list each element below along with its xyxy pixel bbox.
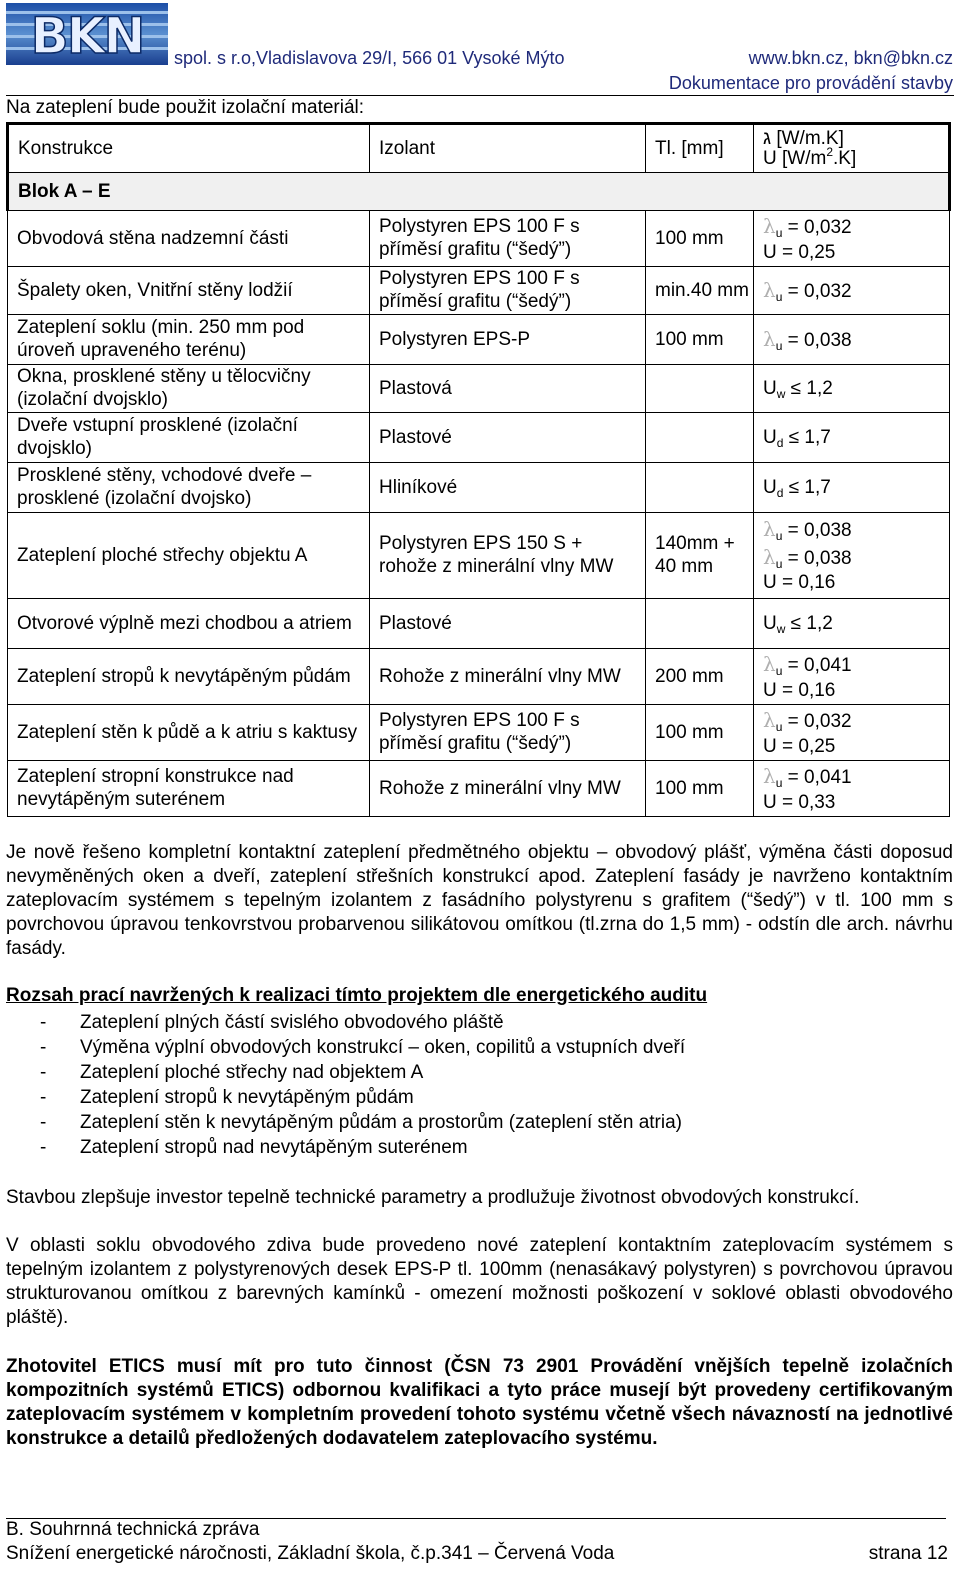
header-divider	[6, 95, 954, 96]
row-izolant: Rohože z minerální vlny MW	[370, 649, 646, 705]
row-values	[754, 649, 950, 705]
table-row	[8, 365, 950, 413]
row-konstrukce: Zateplení stropní konstrukce nad nevytápěným suterénem	[8, 761, 370, 817]
u-unit-a: U [W/m	[763, 148, 827, 169]
row-value: U = 0,25	[763, 241, 836, 263]
row-izolant: Hliníkové	[370, 463, 646, 513]
row-value: U = 0,25	[763, 735, 836, 757]
row-value: $\lambda_u = 0,032$	[763, 278, 852, 305]
u-unit-sup: 2	[826, 145, 834, 159]
row-konstrukce: Špalety oken, Vnitřní stěny lodžií	[8, 267, 370, 315]
scope-item-dash: -	[40, 1062, 47, 1083]
paragraph-etics: Zhotovitel ETICS musí mít pro tuto činnost (ČSN 73 2901 Provádění vnějších tepelně izolačních kompozitních systémů ETICS) odbornou kvalifikaci a tyto práce musejí být provedeny certifikovaným zateplovacím systémem v kompletním provedení tohoto systému včetně všech návazností na jednotlivé konstrukce a detailů předložených dodavatelem zateplovacího systému.	[6, 1356, 953, 1449]
row-thickness	[646, 365, 754, 413]
row-value: $U_d \le 1,7$	[763, 426, 831, 450]
row-konstrukce: Zateplení stropů k nevytápěným půdám	[8, 649, 370, 705]
table-row	[8, 513, 950, 599]
row-values	[754, 463, 950, 513]
header-values	[754, 124, 950, 173]
row-value: $\lambda_u = 0,041$	[763, 651, 852, 678]
row-konstrukce: Zateplení stěn k půdě a k atriu s kaktusy	[8, 705, 370, 761]
scope-item	[40, 1035, 685, 1060]
scope-item	[40, 1085, 685, 1110]
row-value: $\lambda_u = 0,032$	[763, 707, 852, 734]
row-values	[754, 267, 950, 315]
row-izolant: Polystyren EPS 150 S + rohože z minerální vlny MW	[370, 513, 646, 599]
row-konstrukce: Prosklené stěny, vchodové dveře – prosklené (izolační dvojsko)	[8, 463, 370, 513]
scope-item-dash: -	[40, 1087, 47, 1108]
row-values	[754, 705, 950, 761]
row-thickness	[646, 463, 754, 513]
row-thickness: 100 mm	[646, 705, 754, 761]
scope-item-dash: -	[40, 1037, 47, 1058]
scope-item-dash: -	[40, 1137, 47, 1158]
header-izolant: Izolant	[370, 124, 646, 173]
row-thickness: 200 mm	[646, 649, 754, 705]
row-values	[754, 413, 950, 463]
intro-text: Na zateplení bude použit izolační materiál:	[6, 97, 365, 118]
svg-text:BKN: BKN	[30, 7, 144, 65]
header-thickness: Tl. [mm]	[646, 124, 754, 173]
bkn-logo	[6, 3, 168, 65]
scope-title: Rozsah prací navržených k realizaci tímto projektem dle energetického auditu	[6, 985, 708, 1006]
scope-item	[40, 1135, 685, 1160]
footer-project: Snížení energetické náročnosti, Základní škola, č.p.341 – Červená Voda	[6, 1543, 615, 1564]
header-konstrukce: Konstrukce	[8, 124, 370, 173]
table-row	[8, 211, 950, 267]
document-type: Dokumentace pro provádění stavby	[668, 73, 953, 93]
row-value: $\lambda_u = 0,032$	[763, 213, 852, 240]
row-thickness: 100 mm	[646, 315, 754, 365]
row-values	[754, 211, 950, 267]
footer-section: B. Souhrnná technická zpráva	[6, 1519, 260, 1540]
row-value: $U_w \le 1,2$	[763, 377, 833, 401]
scope-item-text: Výměna výplní obvodových konstrukcí – oken, copilitů a vstupních dveří	[80, 1037, 686, 1058]
row-izolant: Polystyren EPS 100 F s příměsí grafitu (“šedý”)	[370, 267, 646, 315]
row-konstrukce: Zateplení soklu (min. 250 mm pod úroveň upraveného terénu)	[8, 315, 370, 365]
row-values	[754, 315, 950, 365]
row-thickness: min.40 mm	[646, 267, 754, 315]
company-web: www.bkn.cz, bkn@bkn.cz	[748, 48, 953, 68]
row-thickness: 100 mm	[646, 761, 754, 817]
u-unit-b: .K]	[833, 148, 857, 169]
table-row	[8, 649, 950, 705]
row-thickness	[646, 599, 754, 649]
row-value: $\lambda_u = 0,041$	[763, 763, 852, 790]
row-izolant: Plastová	[370, 365, 646, 413]
paragraph-sokl: V oblasti soklu obvodového zdiva bude provedeno nové zateplení kontaktním zateplovacím systémem s tepelným izolantem z polystyrenových desek EPS-P tl. 100mm (nenasákavý polystyren) s povrchovou úpravou strukturovanou omítkou z barevných kamínků - omezení možnosti poškození v soklové oblasti obvodového pláště).	[6, 1235, 953, 1328]
scope-list	[40, 1010, 685, 1160]
footer-page-number: strana 12	[868, 1543, 948, 1564]
row-values	[754, 761, 950, 817]
row-konstrukce: Otvorové výplně mezi chodbou a atriem	[8, 599, 370, 649]
table-row	[8, 315, 950, 365]
row-value: $\lambda_u = 0,038$	[763, 327, 852, 354]
row-konstrukce: Dveře vstupní prosklené (izolační dvojsklo)	[8, 413, 370, 463]
row-konstrukce: Okna, prosklené stěny u tělocvičny (izolační dvojsklo)	[8, 365, 370, 413]
paragraph-description: Je nově řešeno kompletní kontaktní zateplení předmětného objektu – obvodový plášť, výměna části doposud nevyměněných oken a dveří, zateplení střešních konstrukcí apod. Zateplení fasády je navrženo kontaktním zateplovacím systémem s tepelným izolantem z fasádního polystyrenu s grafitem (“šedý”) v tl. 100 mm s povrchovou úpravou tenkovrstvou probarvenou silikátovou omítkou (tl.zrna do 1,5 mm) - odstín dle arch. návrhu fasády.	[6, 842, 953, 959]
scope-item-text: Zateplení plných částí svislého obvodového pláště	[80, 1012, 504, 1033]
table-block-row	[8, 173, 950, 211]
scope-item-text: Zateplení stropů k nevytápěným půdám	[80, 1087, 414, 1108]
block-label: Blok A – E	[8, 173, 950, 211]
lambda-symbol: ג	[763, 128, 772, 150]
company-address: spol. s r.o,Vladislavova 29/I, 566 01 Vysoké Mýto	[174, 48, 565, 68]
insulation-table	[6, 122, 951, 817]
table-row	[8, 705, 950, 761]
row-values	[754, 365, 950, 413]
table-header-row	[8, 124, 950, 173]
scope-item-dash: -	[40, 1012, 47, 1033]
row-izolant: Polystyren EPS 100 F s příměsí grafitu (“šedý”)	[370, 211, 646, 267]
table-body	[8, 211, 950, 817]
table-row	[8, 761, 950, 817]
paragraph-investor: Stavbou zlepšuje investor tepelně technické parametry a prodlužuje životnost obvodových konstrukcí.	[6, 1187, 860, 1208]
row-izolant: Polystyren EPS-P	[370, 315, 646, 365]
scope-item	[40, 1010, 685, 1035]
row-izolant: Rohože z minerální vlny MW	[370, 761, 646, 817]
row-values	[754, 599, 950, 649]
scope-item-text: Zateplení stropů nad nevytápěným suterénem	[80, 1137, 468, 1158]
row-thickness: 100 mm	[646, 211, 754, 267]
row-izolant: Plastové	[370, 413, 646, 463]
scope-item-dash: -	[40, 1112, 47, 1133]
scope-item-text: Zateplení stěn k nevytápěným půdám a prostorům (zateplení stěn atria)	[80, 1112, 682, 1133]
scope-item-text: Zateplení ploché střechy nad objektem A	[80, 1062, 424, 1083]
row-values	[754, 513, 950, 599]
row-value: U = 0,33	[763, 791, 836, 813]
table-row	[8, 413, 950, 463]
row-value: $\lambda_u = 0,038$	[763, 544, 852, 571]
row-thickness: 140mm + 40 mm	[646, 513, 754, 599]
row-value: $U_w \le 1,2$	[763, 612, 833, 636]
table-row	[8, 599, 950, 649]
row-izolant: Polystyren EPS 100 F s příměsí grafitu (“šedý”)	[370, 705, 646, 761]
row-konstrukce: Zateplení ploché střechy objektu A	[8, 513, 370, 599]
scope-item	[40, 1060, 685, 1085]
scope-item	[40, 1110, 685, 1135]
lambda-unit: [W/m.K]	[771, 128, 844, 150]
table-row	[8, 463, 950, 513]
row-izolant: Plastové	[370, 599, 646, 649]
row-value: $\lambda_u = 0,038$	[763, 516, 852, 543]
row-value: U = 0,16	[763, 572, 836, 594]
row-value: $U_d \le 1,7$	[763, 476, 831, 500]
row-konstrukce: Obvodová stěna nadzemní části	[8, 211, 370, 267]
table-row	[8, 267, 950, 315]
row-thickness	[646, 413, 754, 463]
row-value: U = 0,16	[763, 679, 836, 701]
